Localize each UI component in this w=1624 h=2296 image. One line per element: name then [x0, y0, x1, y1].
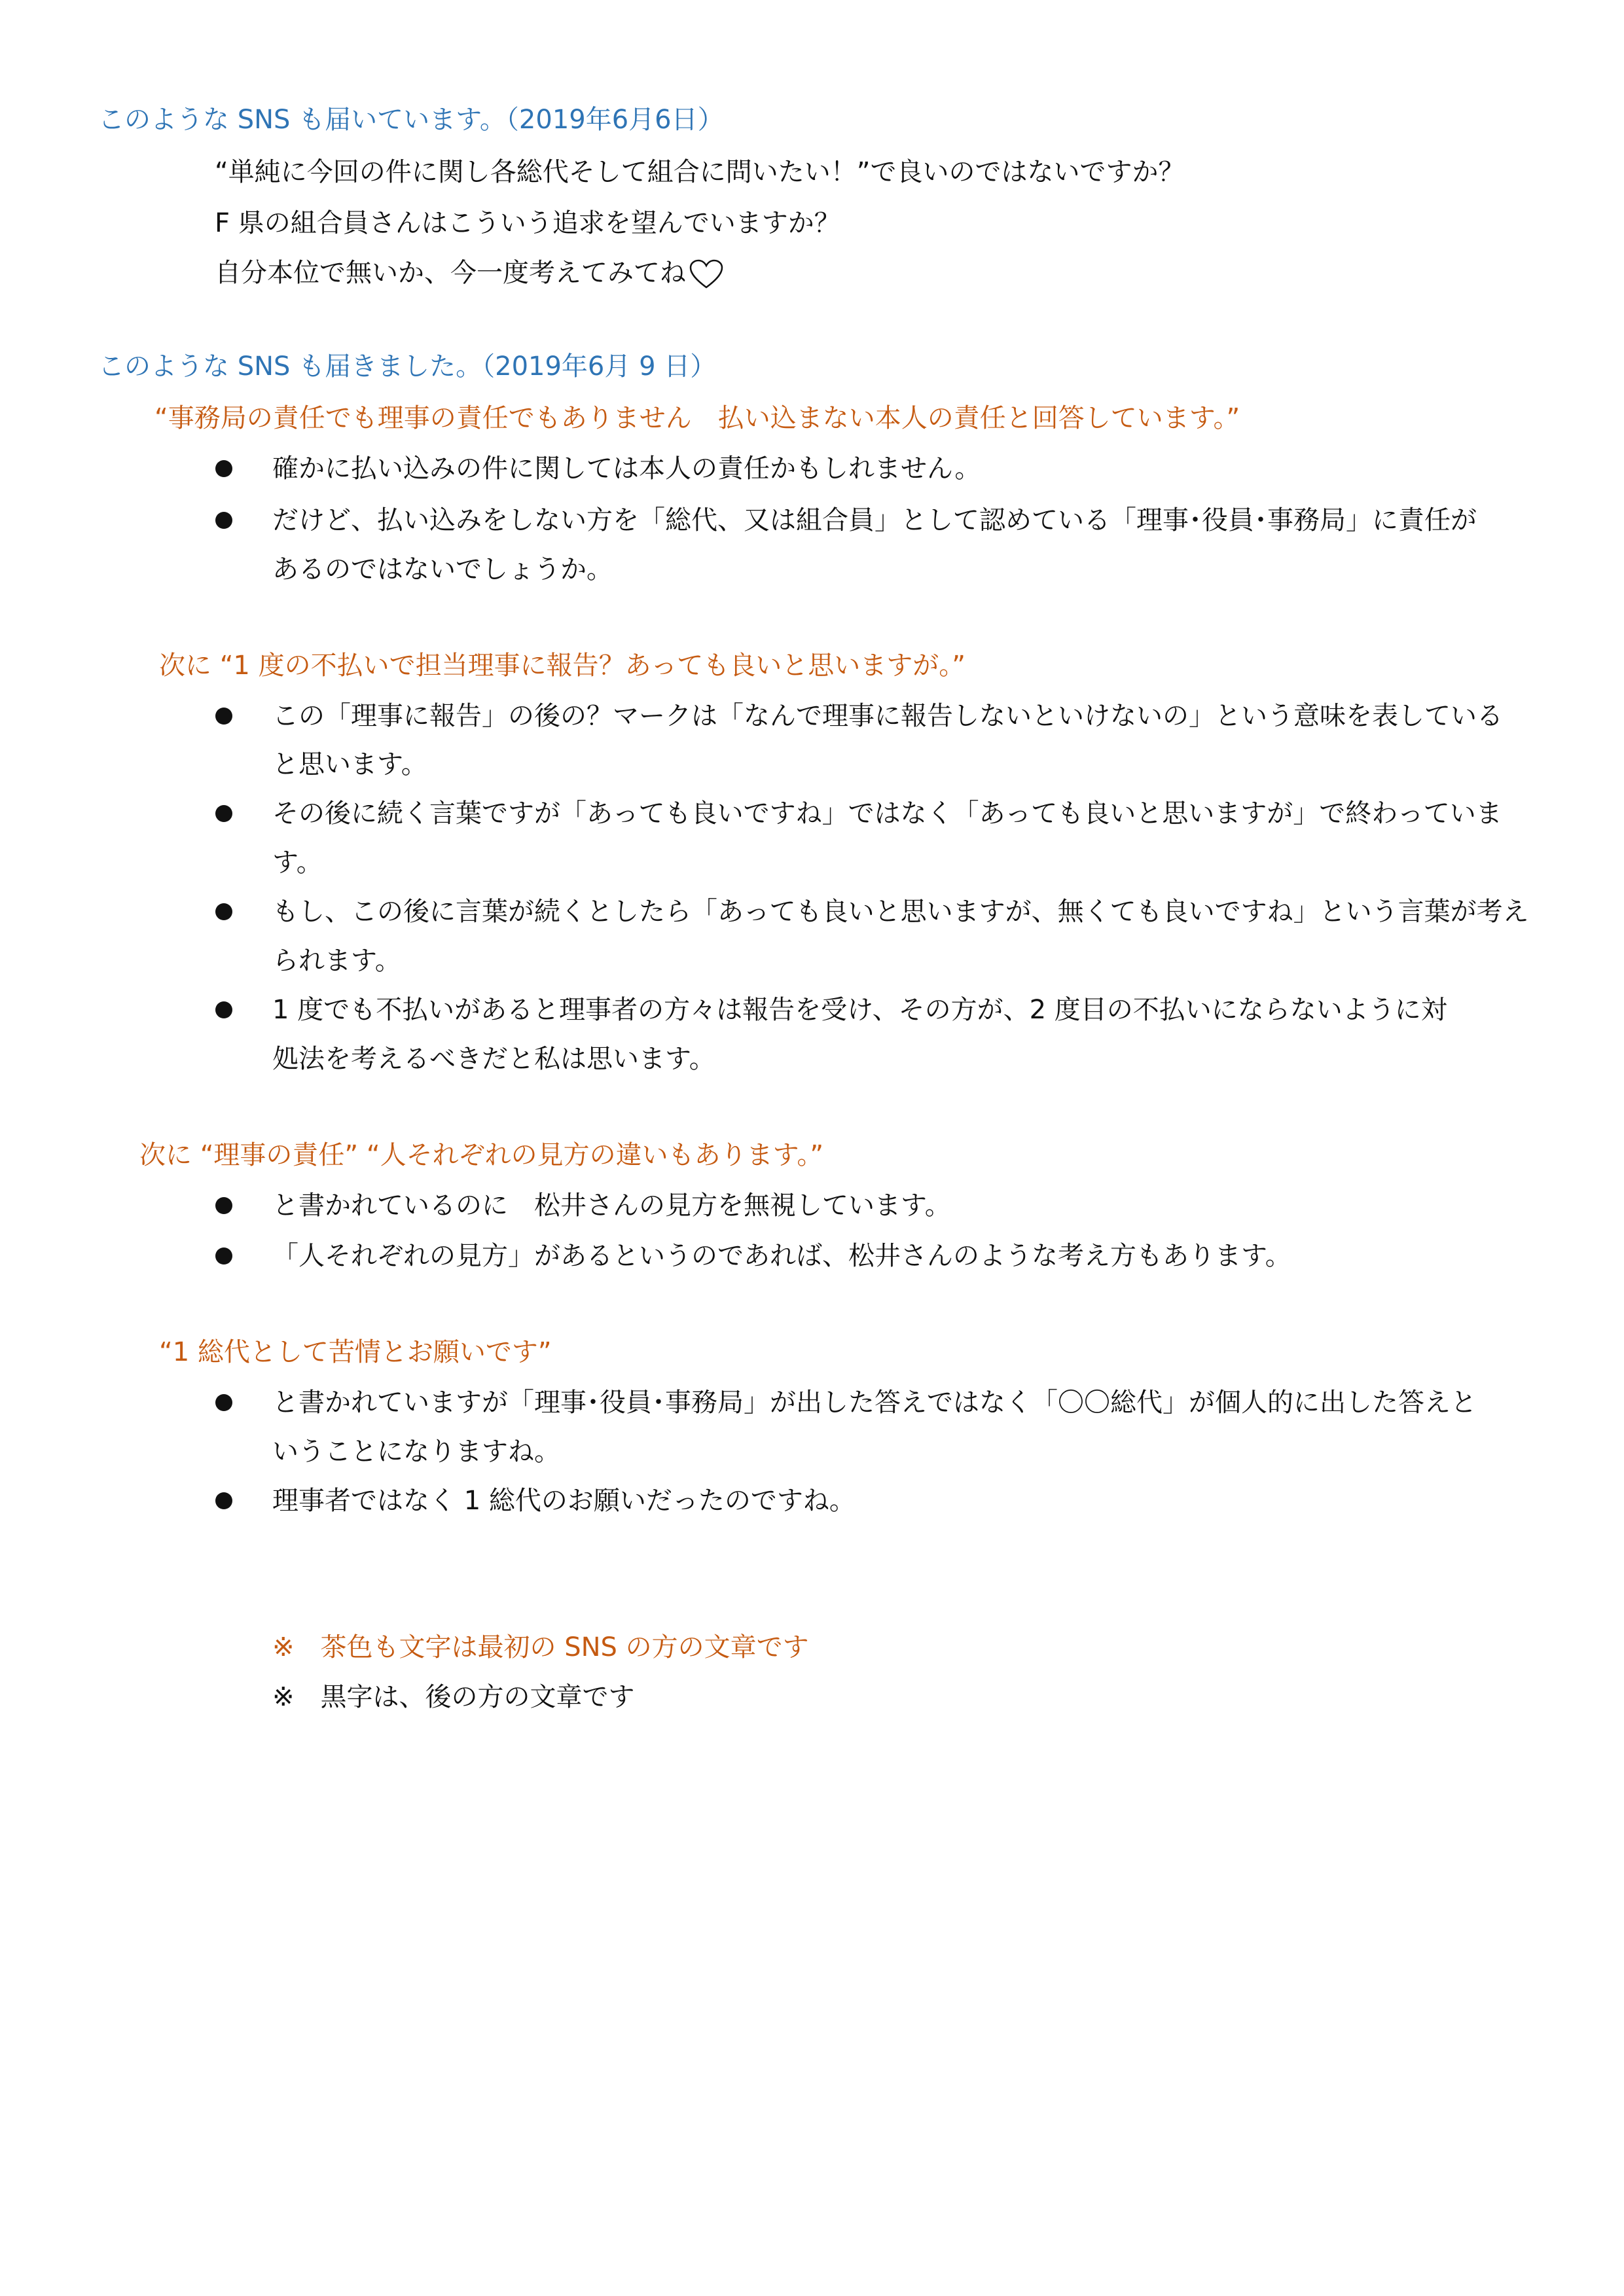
- bullet-icon: [215, 805, 232, 822]
- section2-bullet-1: 確かに払い込みの件に関しては本人の責任かもしれません。: [272, 454, 981, 484]
- section3-bullet-2-line-2: す。: [272, 848, 323, 878]
- section3-quote: 次に “1 度の不払いで担当理事に報告？あっても良いと思いますが。”: [159, 651, 965, 681]
- bullet-icon: [215, 1197, 232, 1214]
- section1-line-1: “単純に今回の件に関し各総代そして組合に問いたい！”で良いのではないですか？: [215, 157, 1185, 187]
- note-brown-text: ※ 茶色も文字は最初の SNS の方の文章です: [272, 1632, 809, 1662]
- section4-bullet-1: と書かれているのに 松井さんの見方を無視しています。: [272, 1191, 951, 1221]
- section2-quote: “事務局の責任でも理事の責任でもありません 払い込まない本人の責任と回答しています。”: [154, 403, 1240, 433]
- section1-line-2: F 県の組合員さんはこういう追求を望んでいますか？: [215, 208, 840, 238]
- section5-bullet-1-line-2: いうことになりますね。: [272, 1437, 560, 1467]
- section5-quote: “1 総代として苦情とお願いです”: [159, 1337, 552, 1367]
- note-black-text: ※ 黒字は、後の方の文章です: [272, 1682, 635, 1712]
- section5-bullet-1-line-1: と書かれていますが「理事･役員･事務局」が出した答えではなく「〇〇総代」が個人的に出した答えと: [272, 1388, 1477, 1418]
- bullet-icon: [215, 1001, 232, 1018]
- bullet-icon: [215, 708, 232, 725]
- section1-heading: このような SNS も届いています。（2019年6月6日）: [98, 105, 724, 135]
- section3-bullet-4-line-2: 処法を考えるべきだと私は思います。: [272, 1044, 715, 1074]
- section4-quote: 次に “理事の責任” “人それぞれの見方の違いもあります。”: [139, 1140, 824, 1170]
- bullet-icon: [215, 1247, 232, 1265]
- bullet-icon: [215, 460, 232, 477]
- heart-outline-icon: [689, 259, 724, 289]
- section2-bullet-2-line-1: だけど、払い込みをしない方を「総代、又は組合員」として認めている「理事･役員･事務局」に責任が: [272, 505, 1477, 535]
- section3-bullet-3-line-1: もし、この後に言葉が続くとしたら「あっても良いと思いますが、無くても良いですね」という言葉が考え: [272, 897, 1529, 927]
- section3-bullet-1-line-1: この「理事に報告」の後の？マークは「なんで理事に報告しないといけないの」という意味を表している: [272, 701, 1503, 731]
- bullet-icon: [215, 512, 232, 529]
- section3-bullet-1-line-2: と思います。: [272, 749, 427, 780]
- section5-bullet-2: 理事者ではなく 1 総代のお願いだったのですね。: [272, 1486, 856, 1516]
- section1-line-3: [215, 259, 724, 289]
- section4-bullet-2: 「人それぞれの見方」があるというのであれば、松井さんのような考え方もあります。: [272, 1241, 1291, 1271]
- bullet-icon: [215, 903, 232, 920]
- bullet-icon: [215, 1394, 232, 1411]
- section2-heading: このような SNS も届きました。（2019年6月 9 日）: [98, 351, 717, 382]
- section2-bullet-2-line-2: あるのではないでしょうか。: [272, 554, 613, 584]
- section1-line-3-text: 自分本位で無いか、今一度考えてみてね: [215, 258, 686, 288]
- section3-bullet-3-line-2: られます。: [272, 946, 401, 976]
- section3-bullet-4-line-1: 1 度でも不払いがあると理事者の方々は報告を受け、その方が、2 度目の不払いにならないように対: [272, 995, 1447, 1025]
- section3-bullet-2-line-1: その後に続く言葉ですが「あっても良いですね」ではなく「あっても良いと思いますが」で終わっていま: [272, 798, 1502, 829]
- bullet-icon: [215, 1492, 232, 1509]
